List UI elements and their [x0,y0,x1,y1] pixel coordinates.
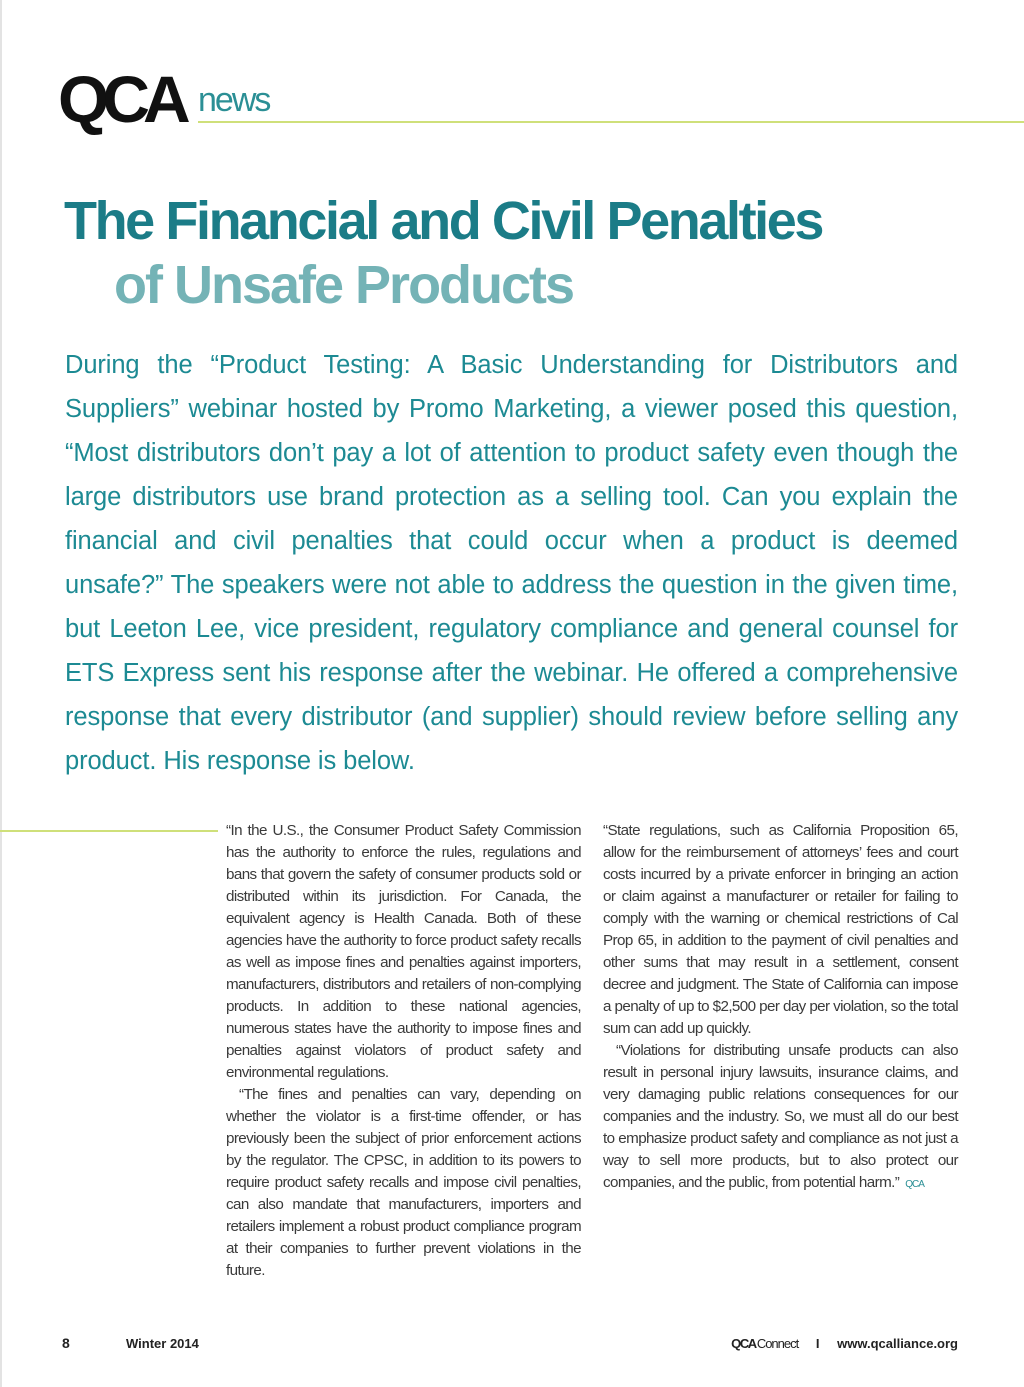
page-number: 8 [62,1335,70,1351]
section-label: news [198,81,270,119]
body-paragraph-4-wrap [603,1040,958,1196]
body-paragraph-1: “In the U.S., the Consumer Product Safety Commission has the authority to enforce the rules, regulations and bans that govern the safety of consumer products sold or distributed within its jurisdiction. For Canada, the equivalent agency is Health Canada. Both of these agencies have the authority to force product safety recalls as well as impose fines and penalties against importers, manufacturers, distributors and retailers of non-complying products. In addition to these national agencies, numerous states have the authority to impose fines and penalties against violators of product safety and environmental regulations. [226,822,581,1081]
footer-publication [731,1336,958,1351]
publication-logo: QCA [731,1336,756,1351]
body-column-left [226,820,581,1282]
article-title-line-1: The Financial and Civil Penalties [64,191,823,251]
body-column-right [603,820,958,1196]
body-paragraph-4: “Violations for distributing unsafe products can also result in personal injury lawsuits, insurance claims, and very damaging public relations consequences for our companies and the industry. So, we must all do our best to emphasize product safety and compliance as not just a way to sell more products, but to also protect our companies, and the public, from potential harm.” [603,1042,958,1191]
publication-word: Connect [756,1336,799,1351]
masthead-rule [198,121,1024,123]
body-paragraph-2: “The fines and penalties can vary, depending on whether the violator is a first-time offender, or has previously been the subject of prior enforcement actions by the regulator. The CPSC, in addition to its powers to require product safety recalls and impose civil penalties, can also mandate that manufacturers, importers and retailers implement a robust product compliance program at their companies to further prevent violations in the future. [226,1086,581,1279]
article-intro: During the “Product Testing: A Basic Understanding for Distributors and Suppliers” webinar hosted by Promo Marketing, a viewer posed this question, “Most distributors don’t pay a lot of attention to product safety even though the large distributors use brand protection as a selling tool. Can you explain the financial and civil penalties that could occur when a product is deemed unsafe?” The speakers were not able to address the question in the given time, but Leeton Lee, vice president, regulatory compliance and general counsel for ETS Express sent his response after the webinar. He offered a comprehensive response that every distributor (and supplier) should review before selling any product. His response is below. [65,351,958,775]
page-footer [0,1335,1024,1355]
section-rule [0,830,218,832]
footer-separator: I [815,1336,820,1351]
page-edge [0,0,2,1387]
end-mark: QCA [905,1179,924,1190]
website-url: www.qcalliance.org [837,1336,958,1351]
article-title-line-2: of Unsafe Products [114,255,574,315]
body-paragraph-3: “State regulations, such as California Proposition 65, allow for the reimbursement of attorneys’ fees and court costs incurred by a private enforcer in bringing an action or claim against a manufacturer or retailer for failing to comply with the warning or chemical restrictions of Cal Prop 65, in addition to the payment of civil penalties and other sums that may result in a settlement, consent decree and judgment. The State of California can impose a penalty of up to $2,500 per day per violation, so the total sum can add up quickly. [603,822,958,1037]
issue-label: Winter 2014 [126,1336,199,1351]
qca-logo: QCA [58,62,184,136]
